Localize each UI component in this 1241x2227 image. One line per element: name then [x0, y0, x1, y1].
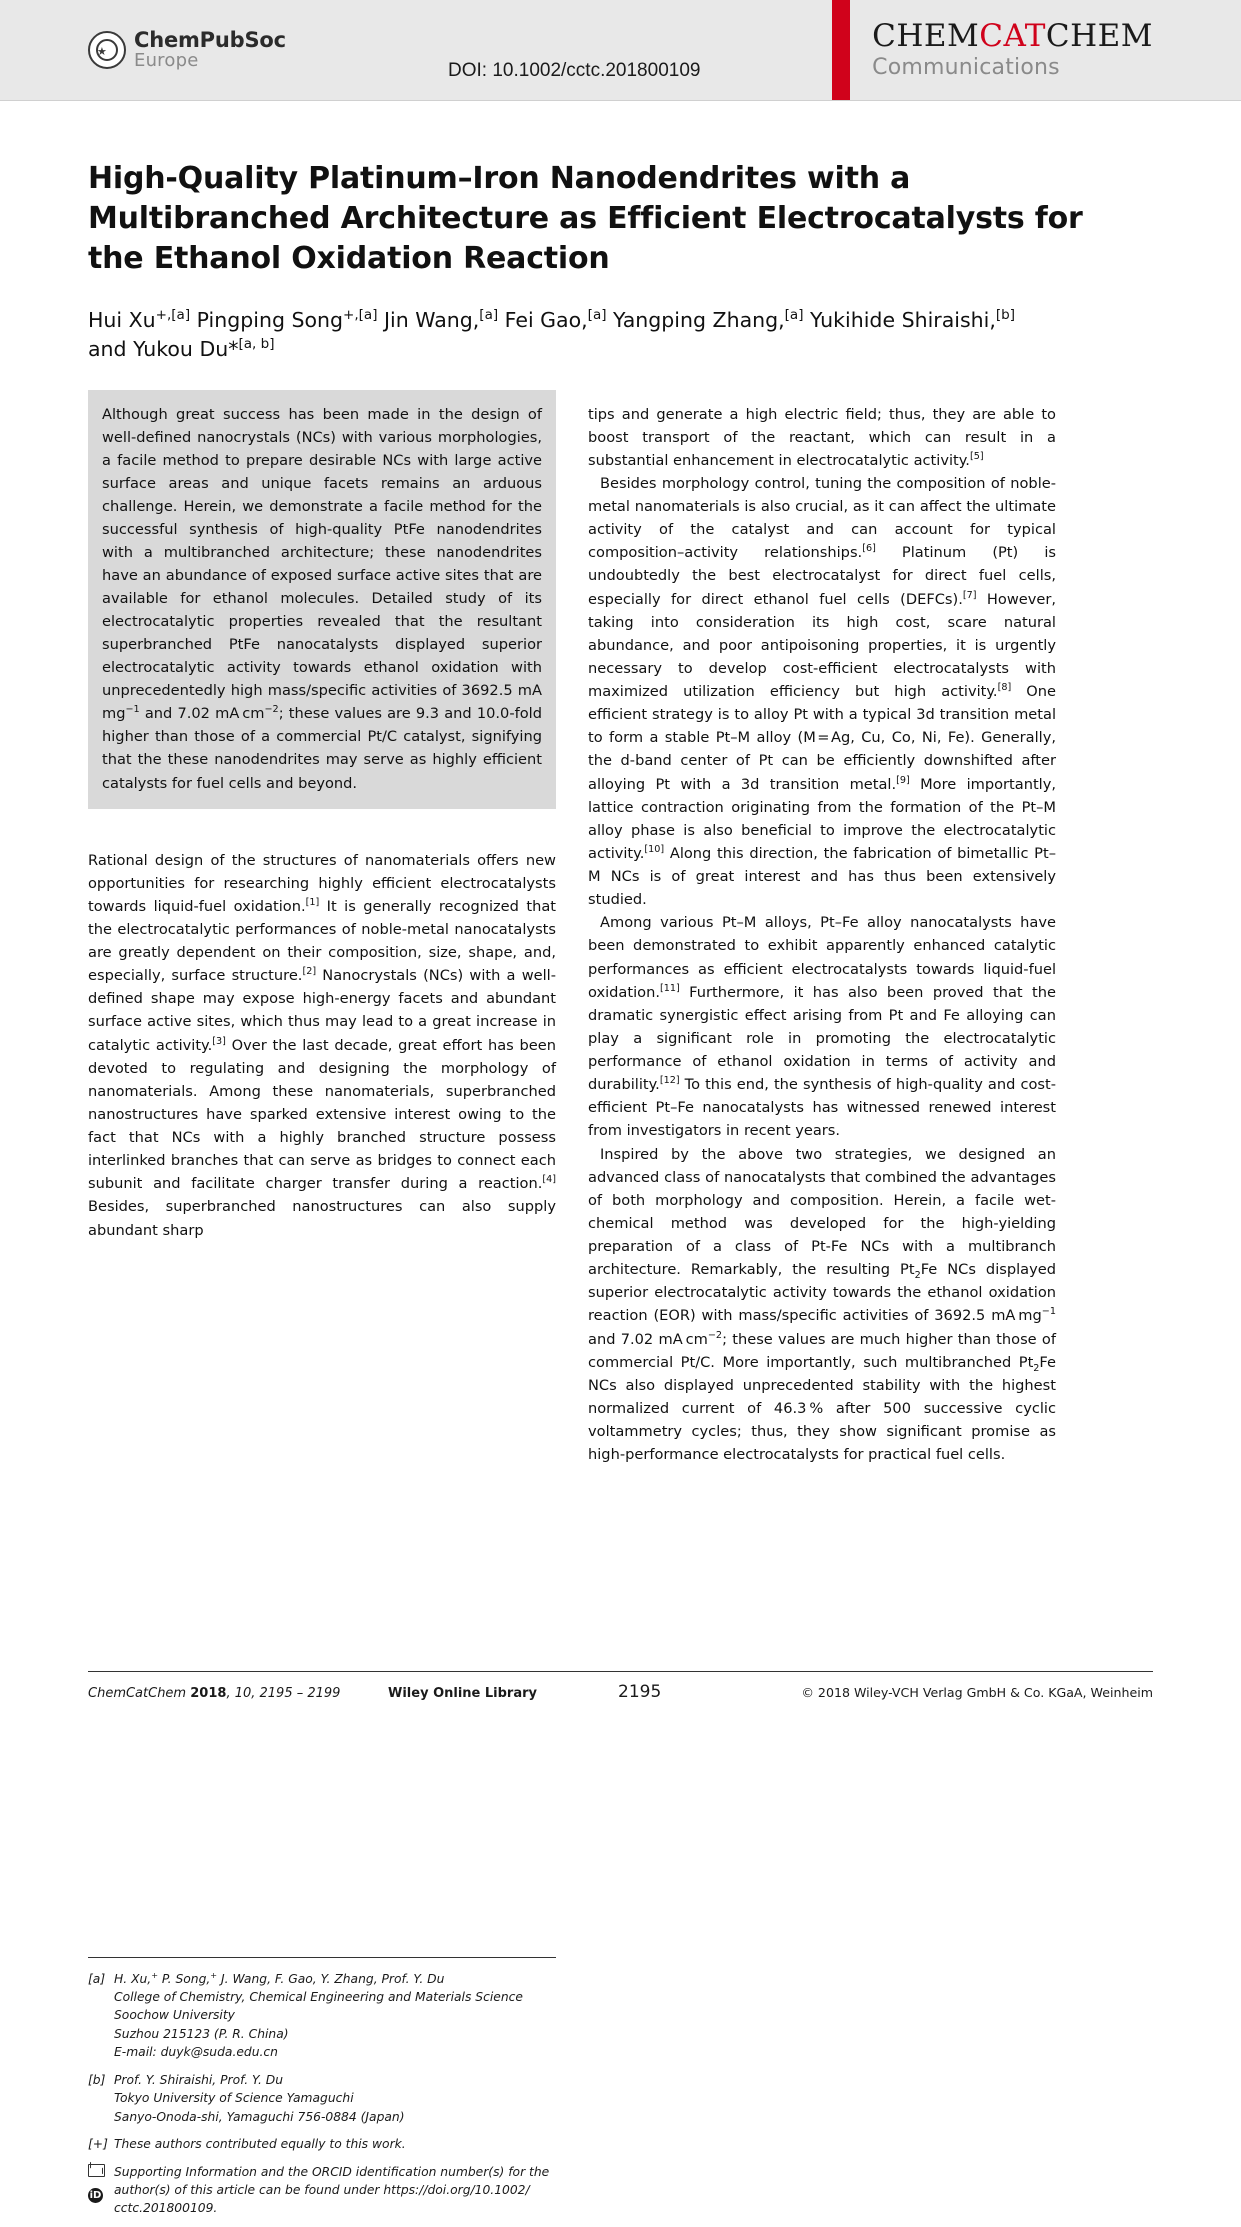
logo-primary-text: ChemPubSoc: [134, 28, 286, 52]
copyright-text: © 2018 Wiley-VCH Verlag GmbH & Co. KGaA, Weinheim: [801, 1685, 1153, 1700]
right-p2-c: However, taking into consideration its high cost, scare natural abundance, and poor antipoisoning properties, it is urgently necessary to develop cost-efficient electrocatalysts with maximized utilization efficiency but high activity.: [588, 590, 1056, 701]
right-p3-a: Among various Pt–M alloys, Pt–Fe alloy nanocatalysts have been demonstrated to exhibit apparently enhanced catalytic performances as efficient electrocatalysts towards liquid-fuel oxidation.: [588, 914, 1056, 1001]
right-paragraph-2: Besides morphology control, tuning the composition of noble-metal nanomaterials is also crucial, as it can affect the ultimate activity of the catalyst and can account for typical composition–activity relationships.[6] Platinum (Pt) is undoubtedly the best electrocatalyst for direct fuel cells, especially for direct ethanol fuel cells (DEFCs).[7] However, taking into consideration its high cost, scare natural abundance, and poor antipoisoning properties, it is urgently necessary to develop cost-efficient electrocatalysts with maximized utilization efficiency but high activity.[8] One efficient strategy is to alloy Pt with a typical 3d transition metal to form a stable Pt–M alloy (M = Ag, Cu, Co, Ni, Fe). Generally, the d-band center of Pt can be efficiently downshifted after alloying Pt with a 3d transition metal.[9] More importantly, lattice contraction originating from the formation of the Pt–M alloy phase is also beneficial to improve the electrocatalytic activity.[10] Along this direction, the fabrication of bimetallic Pt–M NCs is of great interest and has thus been extensively studied.: [588, 474, 1056, 909]
right-p2-e: More importantly, lattice contraction originating from the formation of the Pt–M alloy phase is also beneficial to improve the electrocatalytic activity.: [588, 775, 1056, 862]
si-line1: Supporting Information and the ORCID identification number(s) for the: [114, 2164, 550, 2179]
footnote-a-line3: Soochow University: [114, 2008, 235, 2023]
page-content: [0, 159, 1241, 2216]
author-list: Hui $Xu^{+,[a]}$ Pingping Song$^{+,[a]}$ Jin Wang,[a] Fei Gao,[a] Yangping Zhang,[a] Yukihide Shiraishi,[b] and Yukou Du*[a, b]: [88, 306, 1015, 361]
si-line3: cctc.201800109.: [114, 2201, 218, 2216]
brand-chem2: CHEM: [1045, 18, 1153, 55]
si-line2[interactable]: author(s) of this article can be found under https://doi.org/10.1002/: [114, 2182, 530, 2197]
left-p1-d: Over the last decade, great effort has been devoted to regulating and designing the morphology of nanomaterials. Among these nanomaterials, superbranched nanostructures have sparked extensive interest owing to the fact that NCs with a highly branched structure possess interlinked branches that can serve as bridges to connect each subunit and facilitate charger transfer during a reaction.: [88, 1036, 556, 1193]
footer-citation: [88, 1686, 388, 1701]
title-line-1: High-Quality Platinum–Iron Nanodendrites with a: [88, 161, 911, 196]
left-paragraph-1: Rational design of the structures of nanomaterials offers new opportunities for researching highly efficient electrocatalysts towards liquid-fuel oxidation.[1] It is generally recognized that the electrocatalytic performances of noble-metal nanocatalysts are greatly dependent on their composition, size, shape, and, especially, surface structure.[2] Nanocrystals (NCs) with a well-defined shape may expose high-energy facets and abundant surface active sites, which thus may lead to a great increase in catalytic activity.[3] Over the last decade, great effort has been devoted to regulating and designing the morphology of nanomaterials. Among these nanomaterials, superbranched nanostructures have sparked extensive interest owing to the fact that NCs with a highly branched structure possess interlinked branches that can serve as bridges to connect each subunit and facilitate charger transfer during a reaction.[4] Besides, superbranched nanostructures can also supply abundant sharp: [88, 851, 556, 1239]
chempubsoc-logo: [88, 28, 286, 71]
supporting-info-body: [114, 2163, 556, 2218]
footnote-b-body: [114, 2071, 556, 2126]
brand-title: [872, 20, 1153, 53]
left-p1-a: Rational design of the structures of nanomaterials offers new opportunities for researching highly efficient electrocatalysts towards liquid-fuel oxidation.: [88, 851, 556, 915]
page-number: 2195: [618, 1682, 662, 1702]
footnote-a-tag: [a]: [88, 1971, 106, 1986]
title-line-3: the Ethanol Oxidation Reaction: [88, 241, 610, 277]
right-p1: tips and generate a high electric field; thus, they are able to boost transport of the reactant, which can result in a substantial enhancement in electrocatalytic activity.: [588, 405, 1056, 469]
brand-cat: CAT: [979, 18, 1046, 55]
right-p2-b: Platinum (Pt) is undoubtedly the best electrocatalyst for direct fuel cells, especially for direct ethanol fuel cells (DEFCs).: [588, 544, 1056, 608]
footnote-a: [88, 1970, 556, 2062]
footer-volume: , 10, 2195 – 2199: [226, 1686, 341, 1701]
page-title: [88, 159, 1153, 280]
left-column: [88, 849, 556, 1242]
left-p1-b: It is generally recognized that the electrocatalytic performances of noble-metal nanocatalysts are greatly dependent on their composition, size, shape, and, especially, surface structure.: [88, 897, 556, 985]
logo-secondary-text: Europe: [134, 50, 199, 71]
footnote-equal-contribution: [88, 2135, 556, 2153]
footnote-b-line3: Sanyo-Onoda-shi, Yamaguchi 756-0884 (Japan): [114, 2109, 405, 2124]
right-p3-b: Furthermore, it has also been proved that the dramatic synergistic effect arising from Pt and Fe alloying can play a significant role in promoting the electrocatalytic performance of ethanol oxidation in terms of activity and durability.: [588, 983, 1056, 1094]
author-last: and Yukou Du*: [88, 336, 239, 361]
footnote-b-line1: Prof. Y. Shiraishi, Prof. Y. Du: [114, 2072, 284, 2087]
brand-red-bar: [832, 0, 850, 100]
right-p3-c: To this end, the synthesis of high-quality and cost-efficient Pt–Fe nanocatalysts has witnessed renewed interest from investigators in recent years.: [588, 1076, 1056, 1140]
right-paragraph-1: tips and generate a high electric field; thus, they are able to boost transport of the reactant, which can result in a substantial enhancement in electrocatalytic activity.[5]: [588, 405, 1056, 469]
left-p1-c: Nanocrystals (NCs) with a well-defined shape may expose high-energy facets and abundant surface active sites, which thus may lead to a great increase in catalytic activity.: [88, 967, 556, 1054]
footnote-a-line1: H. Xu,: [114, 1971, 152, 1986]
footnotes-block: [88, 1957, 556, 2227]
doi-text: DOI: 10.1002/cctc.201800109: [448, 60, 701, 81]
abstract-text: Although great success has been made in the design of well-defined nanocrystals (NCs) with various morphologies, a facile method to prepare desirable NCs with large active surface areas and unique facets remains an arduous challenge. Herein, we demonstrate a facile method for the successful synthesis of high-quality PtFe nanodendrites with a multibranched architecture; these nanodendrites have an abundance of exposed surface active sites that are available for ethanol molecules. Detailed study of its electrocatalytic properties revealed that the resultant superbranched PtFe nanocatalysts displayed superior electrocatalytic activity towards ethanol oxidation with unprecedentedly high mass/specific activities of 3692.5 mA mg: [102, 405, 542, 723]
page-footer: [88, 1671, 1153, 1702]
title-line-2: Multibranched Architecture as Efficient Electrocatalysts for: [88, 201, 1083, 237]
supporting-info-icons: [88, 2163, 114, 2218]
brand-chem1: CHEM: [872, 18, 980, 55]
footnote-plus-tag: [+]: [88, 2137, 108, 2152]
footer-journal: ChemCatChem: [88, 1686, 187, 1701]
wiley-online-library-link[interactable]: Wiley Online Library: [388, 1686, 537, 1701]
footnote-a-email[interactable]: E-mail: duyk@suda.edu.cn: [114, 2045, 278, 2060]
footnote-b-tag: [b]: [88, 2072, 106, 2087]
right-paragraph-4: Inspired by the above two strategies, we designed an advanced class of nanocatalysts that combined the advantages of both morphology and composition. Herein, a facile wet-chemical method was developed for the high-yielding preparation of a class of Pt-Fe NCs with a multibranch architecture. Remarkably, the resulting $Pt_2Fe$ NCs displayed superior electrocatalytic activity towards the ethanol oxidation reaction (EOR) with mass/specific activities of 3692.5 mA $mg^{-1}$ and 7.02 mA $cm^{-2}$; these values are much higher than those of commercial Pt/C. More importantly, such multibranched $Pt_2Fe$ NCs also displayed unprecedented stability with the highest normalized current of 46.3 % after 500 successive cyclic voltammetry cycles; thus, they show significant promise as high-performance electrocatalysts for practical fuel cells.: [588, 1145, 1056, 1464]
footnote-a-line4: Suzhou 215123 (P. R. China): [114, 2026, 289, 2041]
footnote-a-line2: College of Chemistry, Chemical Engineering and Materials Science: [114, 1990, 523, 2005]
right-column: [588, 403, 1056, 1467]
abstract-box: Although great success has been made in the design of well-defined nanocrystals (NCs) with various morphologies, a facile method to prepare desirable NCs with large active surface areas and unique facets remains an arduous challenge. Herein, we demonstrate a facile method for the successful synthesis of high-quality PtFe nanodendrites with a multibranched architecture; these nanodendrites have an abundance of exposed surface active sites that are available for ethanol molecules. Detailed study of its electrocatalytic properties revealed that the resultant superbranched PtFe nanocatalysts displayed superior electrocatalytic activity towards ethanol oxidation with unprecedentedly high mass/specific activities of 3692.5 mA $mg^{-1}$ and 7.02 mA $cm^{-2}$; these values are 9.3 and 10.0-fold higher than those of a commercial Pt/C catalyst, signifying that the these nanodendrites may serve as highly efficient catalysts for fuel cells and beyond.: [88, 390, 556, 809]
author-first: Hui Xu: [88, 307, 156, 332]
right-p2-a: Besides morphology control, tuning the composition of noble-metal nanomaterials is also crucial, as it can affect the ultimate activity of the catalyst and can account for typical composition–activity relationships.: [588, 474, 1056, 562]
right-p2-d: One efficient strategy is to alloy Pt with a typical 3d transition metal to form a stable Pt–M alloy (M = Ag, Cu, Co, Ni, Fe). Generally, the d-band center of Pt can be efficiently downshifted after alloying Pt with a 3d transition metal.: [588, 683, 1056, 793]
orcid-icon: iD: [89, 2190, 102, 2202]
journal-header: [0, 0, 1241, 101]
envelope-icon: [88, 2164, 105, 2177]
left-p1-e: Besides, superbranched nanostructures can also supply abundant sharp: [88, 1198, 556, 1239]
footnote-a-body: H. Xu,+ P. Song,+ J. Wang, F. Gao, Y. Zhang, Prof. Y. Du College of Chemistry, Chemical Engineering and Materials Science Soochow University Suzhou 215123 (P. R. China) E-mail: duyk@suda.edu.cn: [114, 1969, 523, 2060]
footnote-b-line2: Tokyo University of Science Yamaguchi: [114, 2091, 354, 2106]
right-paragraph-3: Among various Pt–M alloys, Pt–Fe alloy nanocatalysts have been demonstrated to exhibit apparently enhanced catalytic performances as efficient electrocatalysts towards liquid-fuel oxidation.[11] Furthermore, it has also been proved that the dramatic synergistic effect arising from Pt and Fe alloying can play a significant role in promoting the electrocatalytic performance of ethanol oxidation in terms of activity and durability.[12] To this end, the synthesis of high-quality and cost-efficient Pt–Fe nanocatalysts has witnessed renewed interest from investigators in recent years.: [588, 914, 1056, 1140]
chempubsoc-logo-icon: [88, 31, 126, 69]
footnote-supporting-info: [88, 2163, 556, 2218]
right-p2-f: Along this direction, the fabrication of bimetallic Pt–M NCs is of great interest and has thus been extensively studied.: [588, 844, 1056, 909]
journal-brand: [832, 0, 1153, 100]
brand-subtitle: Communications: [872, 54, 1060, 80]
footnote-plus-body: These authors contributed equally to this work.: [114, 2137, 406, 2152]
right-p4-a: Inspired by the above two strategies, we designed an advanced class of nanocatalysts that combined the advantages of both morphology and composition. Herein, a facile wet-chemical method was developed for the high-yielding preparation of a class of Pt-Fe NCs with a multibranch architecture. Remarkably, the resulting Pt: [588, 1145, 1056, 1279]
footnote-b: [88, 2071, 556, 2126]
footer-year: 2018: [190, 1686, 227, 1701]
